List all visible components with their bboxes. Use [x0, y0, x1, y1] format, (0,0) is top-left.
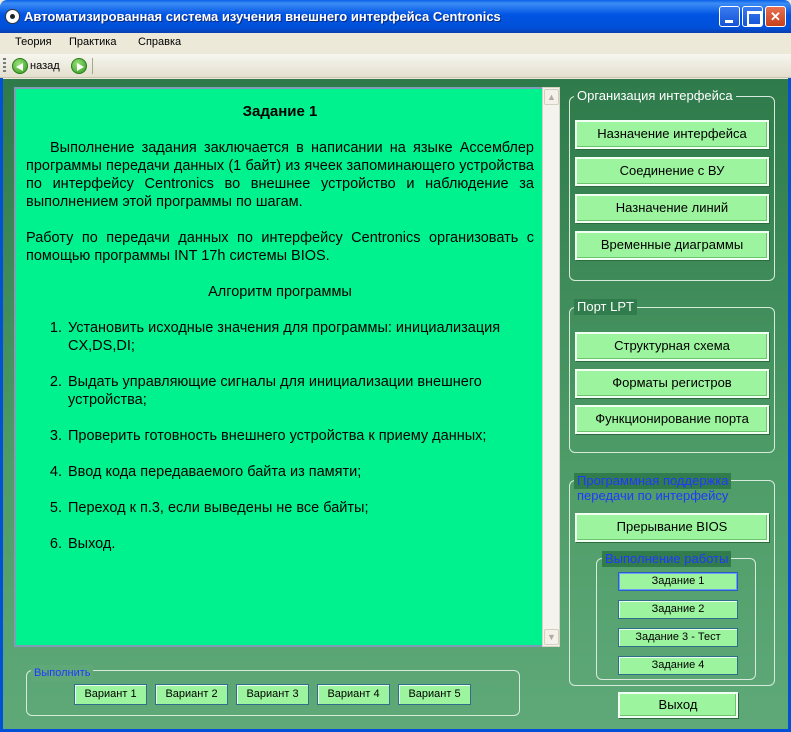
variant-3-button[interactable]: Вариант 3: [236, 684, 309, 705]
run-group-title: Выполнить: [31, 665, 93, 681]
algorithm-step: 5. Переход к п.3, если выведены не все байты;: [66, 499, 534, 517]
title-bar: [0, 0, 791, 33]
menu-theory[interactable]: Теория: [15, 36, 52, 48]
toolbar: [0, 54, 791, 78]
interface-organization-title: Организация интерфейса: [574, 88, 736, 104]
toolbar-grip-icon[interactable]: [3, 58, 6, 74]
window-frame-left: [0, 78, 3, 732]
task-description: Работу по передачи данных по интерфейсу Centronics организовать с помощью программы INT 17h системы BIOS.: [26, 230, 534, 264]
bios-interrupt-button[interactable]: Прерывание BIOS: [575, 513, 769, 542]
lpt-port-title: Порт LPT: [574, 299, 637, 315]
variant-4-button[interactable]: Вариант 4: [317, 684, 390, 705]
variant-5-button[interactable]: Вариант 5: [398, 684, 471, 705]
scroll-down-icon[interactable]: ▼: [544, 629, 559, 645]
software-support-title-line1: Программная поддержка: [574, 473, 731, 489]
menu-bar: [0, 33, 791, 53]
back-button-label[interactable]: назад: [30, 60, 60, 72]
task-3-test-button[interactable]: Задание 3 - Тест: [618, 628, 738, 647]
register-formats-button[interactable]: Форматы регистров: [575, 369, 769, 398]
forward-arrow-icon[interactable]: [71, 58, 87, 74]
menu-practice[interactable]: Практика: [69, 36, 117, 48]
interface-purpose-button[interactable]: Назначение интерфейса: [575, 120, 769, 149]
software-support-title-line2: передачи по интерфейсу: [577, 488, 729, 503]
app-icon: [5, 9, 20, 24]
algorithm-title: Алгоритм программы: [208, 284, 352, 300]
block-diagram-button[interactable]: Структурная схема: [575, 332, 769, 361]
timing-diagrams-button[interactable]: Временные диаграммы: [575, 231, 769, 260]
variant-1-button[interactable]: Вариант 1: [74, 684, 147, 705]
algorithm-step: 6. Выход.: [66, 535, 534, 553]
algorithm-step: 4. Ввод кода передаваемого байта из памяти;: [66, 463, 534, 481]
task-content-panel: [14, 87, 560, 647]
lines-purpose-button[interactable]: Назначение линий: [575, 194, 769, 223]
work-execution-title: Выполнение работы: [602, 551, 731, 567]
algorithm-step: 3. Проверить готовность внешнего устройства к приему данных;: [66, 427, 534, 445]
variant-2-button[interactable]: Вариант 2: [155, 684, 228, 705]
back-arrow-icon[interactable]: [12, 58, 28, 74]
vertical-scrollbar[interactable]: [542, 87, 560, 647]
device-connection-button[interactable]: Соединение с ВУ: [575, 157, 769, 186]
algorithm-step: 2. Выдать управляющие сигналы для инициализации внешнего устройства;: [66, 373, 534, 409]
task-1-button[interactable]: Задание 1: [618, 572, 738, 591]
minimize-icon[interactable]: [719, 6, 740, 27]
menu-help[interactable]: Справка: [138, 36, 182, 48]
maximize-icon[interactable]: [742, 6, 763, 27]
exit-button[interactable]: Выход: [618, 692, 738, 718]
task-4-button[interactable]: Задание 4: [618, 656, 738, 675]
toolbar-separator: [92, 58, 93, 74]
port-operation-button[interactable]: Функционирование порта: [575, 405, 769, 434]
scroll-up-icon[interactable]: ▲: [544, 89, 559, 105]
task-intro: Выполнение задания заключается в написании на языке Ассемблер программы передачи данных (1 байт) из ячеек запоминающего устройства по интерфейсу Centronics во внешнее устройство и наблюдение за выполнением этой программы по шагам.: [26, 140, 534, 210]
algorithm-step: 1. Установить исходные значения для программы: инициализация CX,DS,DI;: [66, 319, 534, 355]
close-icon[interactable]: ✕: [765, 6, 786, 27]
task-2-button[interactable]: Задание 2: [618, 600, 738, 619]
task-heading: Задание 1: [242, 103, 318, 120]
algorithm-steps: [26, 319, 534, 553]
window-title: Автоматизированная система изучения внешнего интерфейса Centronics: [24, 9, 501, 24]
